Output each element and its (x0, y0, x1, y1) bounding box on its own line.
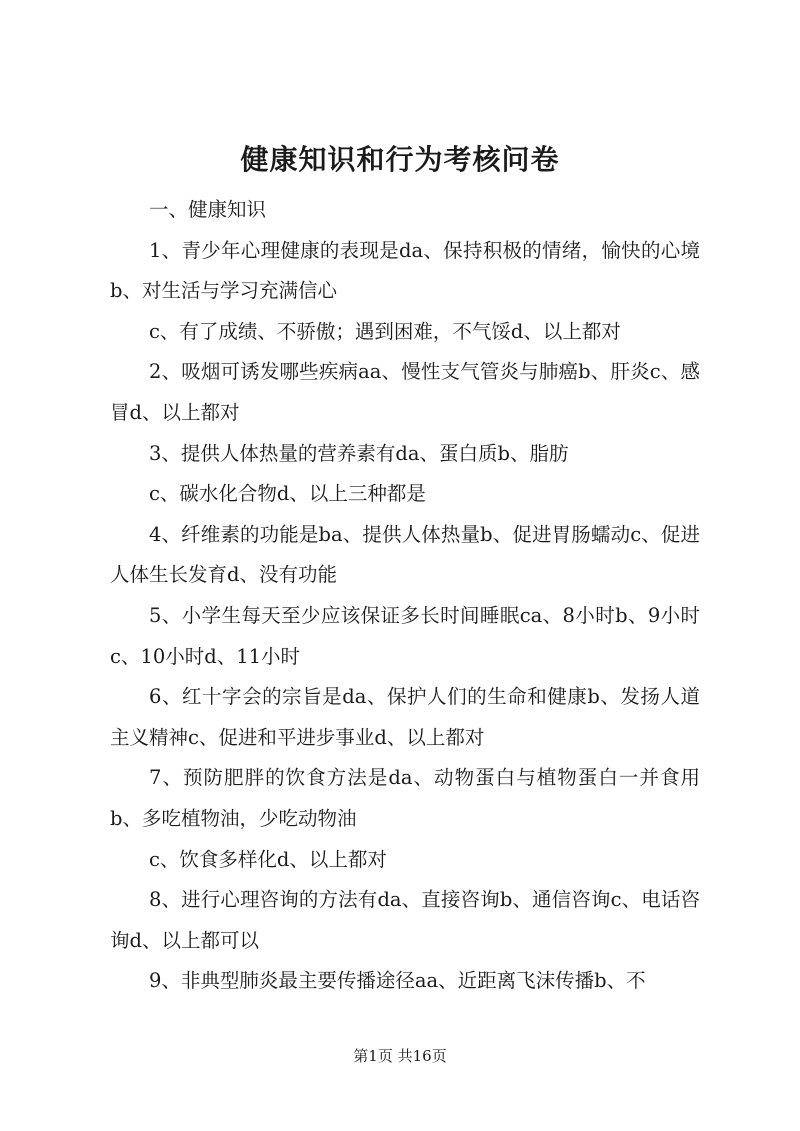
question-paragraph: 7、预防肥胖的饮食方法是da、动物蛋白与植物蛋白一并食用b、多吃植物油，少吃动物油 (110, 766, 700, 830)
document-title: 健康知识和行为考核问卷 (240, 143, 560, 176)
question-paragraph: 3、提供人体热量的营养素有da、蛋白质b、脂肪 (149, 441, 569, 465)
question-paragraph: 1、青少年心理健康的表现是da、保持积极的情绪，愉快的心境b、对生活与学习充满信心 (110, 238, 700, 303)
document-body (110, 190, 700, 1002)
question-paragraph: 4、纤维素的功能是ba、提供人体热量b、促进胃肠蠕动c、促进人体生长发育d、没有功能 (110, 522, 700, 587)
question-paragraph: 6、红十字会的宗旨是da、保护人们的生命和健康b、发扬人道主义精神c、促进和平进步事业d、以上都对 (110, 685, 700, 749)
question-paragraph: 5、小学生每天至少应该保证多长时间睡眠ca、8小时b、9小时c、10小时d、11小时 (110, 603, 700, 668)
page-footer: 第1页 共16页 (353, 1047, 447, 1065)
question-paragraph: 9、非典型肺炎最主要传播途径aa、近距离飞沫传播b、不 (149, 969, 646, 993)
section-heading: 一、健康知识 (149, 198, 267, 221)
question-paragraph: c、有了成绩、不骄傲；遇到困难，不气馁d、以上都对 (149, 319, 621, 343)
question-paragraph: 8、进行心理咨询的方法有da、直接咨询b、通信咨询c、电话咨询d、以上都可以 (110, 888, 700, 952)
question-paragraph: 2、吸烟可诱发哪些疾病aa、慢性支气管炎与肺癌b、肝炎c、感冒d、以上都对 (110, 360, 700, 424)
question-paragraph: c、碳水化合物d、以上三种都是 (149, 482, 426, 506)
question-paragraph: c、饮食多样化d、以上都对 (149, 847, 387, 871)
